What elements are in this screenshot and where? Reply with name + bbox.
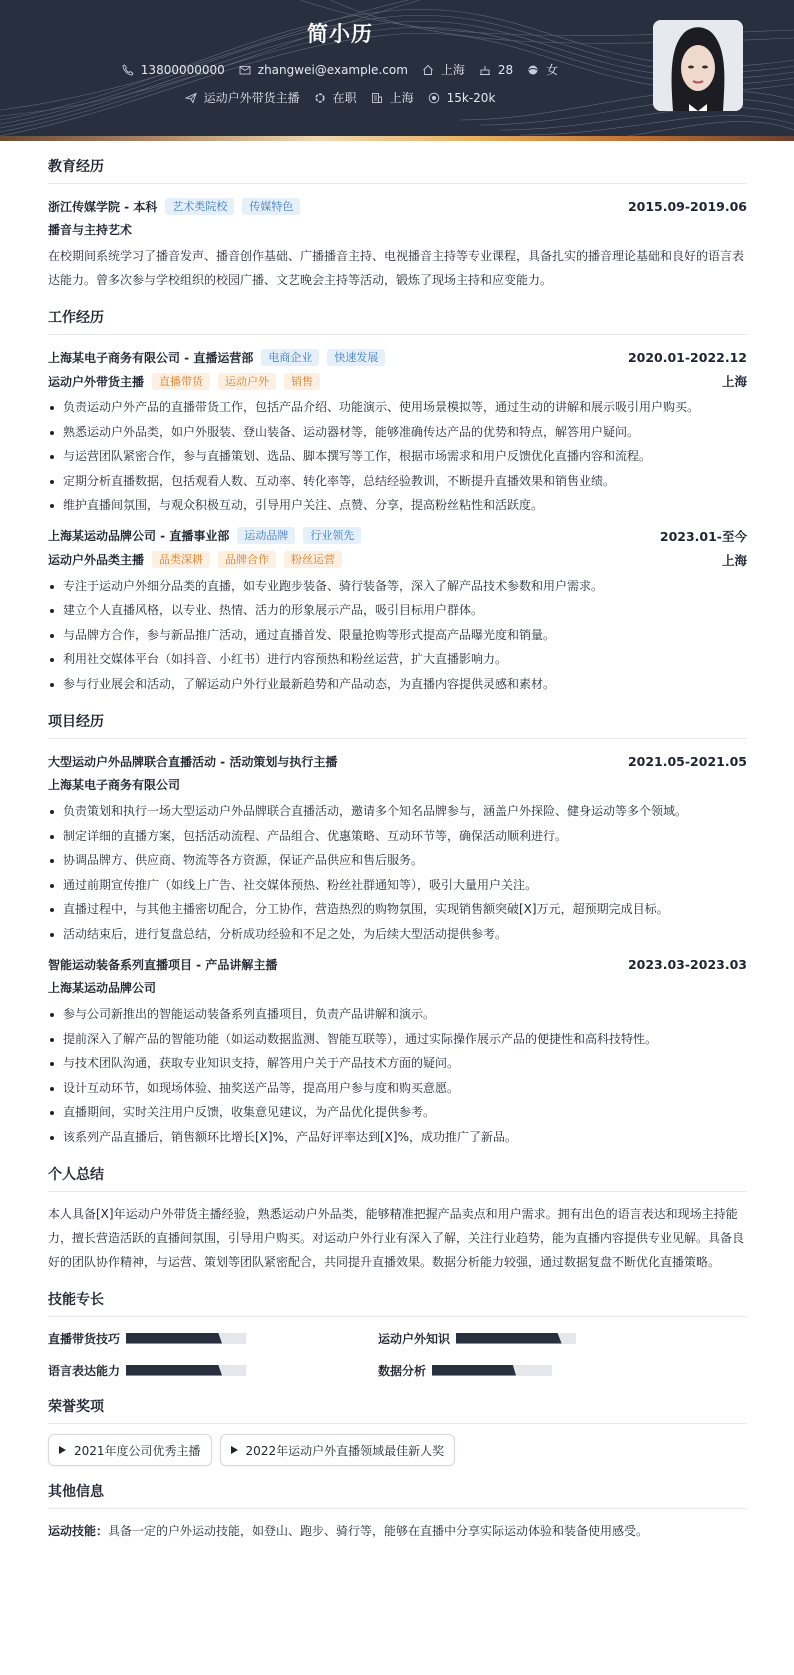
skill-bar-fill (126, 1365, 222, 1376)
position-tag: 品类深耕 (152, 551, 210, 568)
summary-section (48, 1164, 747, 1274)
skill-item (48, 1327, 378, 1349)
position-name: 运动户外品类主播 (48, 553, 145, 567)
list-item: 该系列产品直播后，销售额环比增长[X]%，产品好评率达到[X]%，成功推广了新品。 (48, 1125, 747, 1150)
city-info: 上海 (371, 89, 414, 106)
status-icon (314, 92, 326, 104)
section-title: 工作经历 (48, 307, 747, 335)
position-tag: 直播带货 (152, 373, 210, 390)
list-item: 与运营团队紧密合作，参与直播策划、选品、脚本撰写等工作，根据市场需求和用户反馈优化直播内容和流程。 (48, 444, 747, 469)
school-tag: 传媒特色 (242, 198, 300, 215)
skill-item (378, 1359, 708, 1381)
status-info: 在职 (314, 89, 357, 106)
triangle-right-icon (231, 1446, 238, 1454)
work-bullets (48, 574, 747, 697)
skills-grid (48, 1327, 747, 1381)
location-info: 上海 (422, 61, 465, 78)
company-name: 上海某运动品牌公司 - 直播事业部 (48, 529, 230, 543)
education-section (48, 156, 747, 292)
project-company: 上海某运动品牌公司 (48, 981, 157, 995)
skill-label: 数据分析 (378, 1363, 427, 1378)
education-description: 在校期间系统学习了播音发声、播音创作基础、广播播音主持、电视播音主持等专业课程，具备扎实的播音理论基础和良好的语言表达能力。曾多次参与学校组织的校园广播、文艺晚会主持等活动，锻炼了现场主持和应变能力。 (48, 249, 745, 287)
skill-bar-fill (456, 1333, 562, 1344)
list-item: 负责策划和执行一场大型运动户外品牌联合直播活动，邀请多个知名品牌参与，涵盖户外探险、健身运动等多个领域。 (48, 799, 747, 824)
avatar-photo (653, 20, 743, 111)
company-tag: 行业领先 (303, 527, 361, 544)
education-entry (48, 194, 747, 292)
other-section (48, 1481, 747, 1543)
skill-bar (456, 1333, 576, 1344)
company-tag: 电商企业 (261, 349, 319, 366)
gender-info: 女 (527, 61, 558, 78)
position-tag: 销售 (284, 373, 320, 390)
mail-icon (239, 64, 251, 76)
skill-bar (432, 1365, 552, 1376)
company-tag: 运动品牌 (237, 527, 295, 544)
project-bullets (48, 1002, 747, 1149)
list-item: 设计互动环节，如现场体验、抽奖送产品等，提高用户参与度和购买意愿。 (48, 1076, 747, 1101)
position-name: 运动户外带货主播 (48, 374, 145, 389)
list-item: 维护直播间氛围，与观众积极互动，引导用户关注、点赞、分享，提高粉丝粘性和活跃度。 (48, 493, 747, 518)
work-date: 2020.01-2022.12 (627, 349, 747, 365)
list-item: 通过前期宣传推广（如线上广告、社交媒体预热、粉丝社群通知等），吸引大量用户关注。 (48, 873, 747, 898)
section-title: 项目经历 (48, 711, 747, 739)
salary-info: 15k-20k (428, 91, 496, 105)
building-icon (371, 92, 383, 104)
skill-item (48, 1359, 378, 1381)
other-label: 运动技能： (48, 1524, 109, 1538)
education-date: 2015.09-2019.06 (627, 198, 747, 214)
section-title: 教育经历 (48, 156, 747, 184)
send-icon (185, 92, 197, 104)
position-info: 运动户外带货主播 (185, 89, 300, 106)
home-icon (422, 64, 434, 76)
awards-section (48, 1396, 747, 1466)
salary-icon (428, 92, 440, 104)
phone-icon (122, 64, 134, 76)
other-info (48, 1519, 747, 1543)
work-bullets (48, 395, 747, 518)
list-item: 与技术团队沟通，获取专业知识支持，解答用户关于产品技术方面的疑问。 (48, 1051, 747, 1076)
email-info: zhangwei@example.com (239, 63, 408, 77)
skill-bar-fill (126, 1333, 222, 1344)
project-name: 大型运动户外品牌联合直播活动 - 活动策划与执行主播 (48, 754, 338, 769)
skill-bar (126, 1365, 246, 1376)
section-title: 技能专长 (48, 1289, 747, 1317)
list-item: 协调品牌方、供应商、物流等各方资源，保证产品供应和售后服务。 (48, 848, 747, 873)
header-accent-bar (0, 136, 794, 141)
work-date: 2023.01-至今 (659, 528, 747, 544)
age-info: 28 (479, 63, 513, 77)
list-item: 参与行业展会和活动，了解运动户外行业最新趋势和产品动态，为直播内容提供灵感和素材。 (48, 672, 747, 697)
list-item: 制定详细的直播方案，包括活动流程、产品组合、优惠策略、互动环节等，确保活动顺利进行。 (48, 824, 747, 849)
position-tag: 粉丝运营 (284, 551, 342, 568)
gender-icon (527, 64, 539, 76)
awards-list (48, 1434, 747, 1466)
project-date: 2023.03-2023.03 (627, 956, 747, 972)
company-name: 上海某电子商务有限公司 - 直播运营部 (48, 350, 254, 365)
section-title: 荣誉奖项 (48, 1396, 747, 1424)
candidate-name: 简小历 (307, 22, 373, 46)
list-item: 活动结束后，进行复盘总结，分析成功经验和不足之处，为后续大型活动提供参考。 (48, 922, 747, 947)
project-name: 智能运动装备系列直播项目 - 产品讲解主播 (48, 957, 278, 972)
school-tag: 艺术类院校 (165, 198, 234, 215)
position-tag: 运动户外 (218, 373, 276, 390)
contact-row (0, 61, 680, 78)
resume-header (0, 0, 794, 141)
resume-body (0, 156, 794, 1543)
skill-label: 直播带货技巧 (48, 1331, 121, 1346)
work-entry (48, 345, 747, 518)
job-intent-row (0, 89, 680, 106)
work-location: 上海 (721, 374, 747, 389)
section-title: 个人总结 (48, 1164, 747, 1192)
list-item: 直播期间，实时关注用户反馈，收集意见建议，为产品优化提供参考。 (48, 1100, 747, 1125)
project-company: 上海某电子商务有限公司 (48, 778, 181, 792)
list-item: 与品牌方合作，参与新品推广活动，通过直播首发、限量抢购等形式提高产品曝光度和销量。 (48, 623, 747, 648)
skill-bar-fill (432, 1365, 516, 1376)
position-tag: 品牌合作 (218, 551, 276, 568)
major: 播音与主持艺术 (48, 223, 133, 237)
project-entry (48, 952, 747, 1149)
other-text: 具备一定的户外运动技能，如登山、跑步、骑行等，能够在直播中分享实际运动体验和装备使用感受。 (108, 1524, 649, 1538)
work-entry (48, 524, 747, 697)
list-item: 直播过程中，与其他主播密切配合，分工协作，营造热烈的购物氛围，实现销售额突破[X]万元，超预期完成目标。 (48, 897, 747, 922)
list-item: 参与公司新推出的智能运动装备系列直播项目，负责产品讲解和演示。 (48, 1002, 747, 1027)
skills-section (48, 1289, 747, 1381)
projects-section (48, 711, 747, 1149)
list-item: 提前深入了解产品的智能功能（如运动数据监测、智能互联等），通过实际操作展示产品的便捷性和高科技特性。 (48, 1027, 747, 1052)
project-date: 2021.05-2021.05 (627, 753, 747, 769)
triangle-right-icon (59, 1446, 66, 1454)
award-item: 2022年运动户外直播领域最佳新人奖 (220, 1434, 456, 1466)
list-item: 利用社交媒体平台（如抖音、小红书）进行内容预热和粉丝运营，扩大直播影响力。 (48, 647, 747, 672)
list-item: 熟悉运动户外品类，如户外服装、登山装备、运动器材等，能够准确传达产品的优势和特点，解答用户疑问。 (48, 420, 747, 445)
list-item: 建立个人直播风格，以专业、热情、活力的形象展示产品，吸引目标用户群体。 (48, 598, 747, 623)
cake-icon (479, 64, 491, 76)
skill-bar (126, 1333, 246, 1344)
list-item: 负责运动户外产品的直播带货工作，包括产品介绍、功能演示、使用场景模拟等，通过生动的讲解和展示吸引用户购买。 (48, 395, 747, 420)
skill-label: 运动户外知识 (378, 1331, 451, 1346)
summary-text: 本人具备[X]年运动户外带货主播经验，熟悉运动户外品类，能够精准把握产品卖点和用户需求。拥有出色的语言表达和现场主持能力，擅长营造活跃的直播间氛围，引导用户购买。对运动户外行业有深入了解，关注行业趋势，能为直播内容提供专业见解。具备良好的团队协作精神，与运营、策划等团队紧密配合，共同提升直播效果。数据分析能力较强，通过数据复盘不断优化直播策略。 (48, 1207, 745, 1269)
project-entry (48, 749, 747, 946)
phone-info: 13800000000 (122, 63, 225, 77)
list-item: 专注于运动户外细分品类的直播，如专业跑步装备、骑行装备等，深入了解产品技术参数和用户需求。 (48, 574, 747, 599)
work-section (48, 307, 747, 696)
company-tag: 快速发展 (327, 349, 385, 366)
skill-item (378, 1327, 708, 1349)
skill-label: 语言表达能力 (48, 1363, 121, 1378)
work-location: 上海 (721, 552, 747, 568)
section-title: 其他信息 (48, 1481, 747, 1509)
award-item: 2021年度公司优秀主播 (48, 1434, 212, 1466)
school-name: 浙江传媒学院 - 本科 (48, 199, 158, 214)
project-bullets (48, 799, 747, 946)
list-item: 定期分析直播数据，包括观看人数、互动率、转化率等，总结经验教训，不断提升直播效果和销售业绩。 (48, 469, 747, 494)
